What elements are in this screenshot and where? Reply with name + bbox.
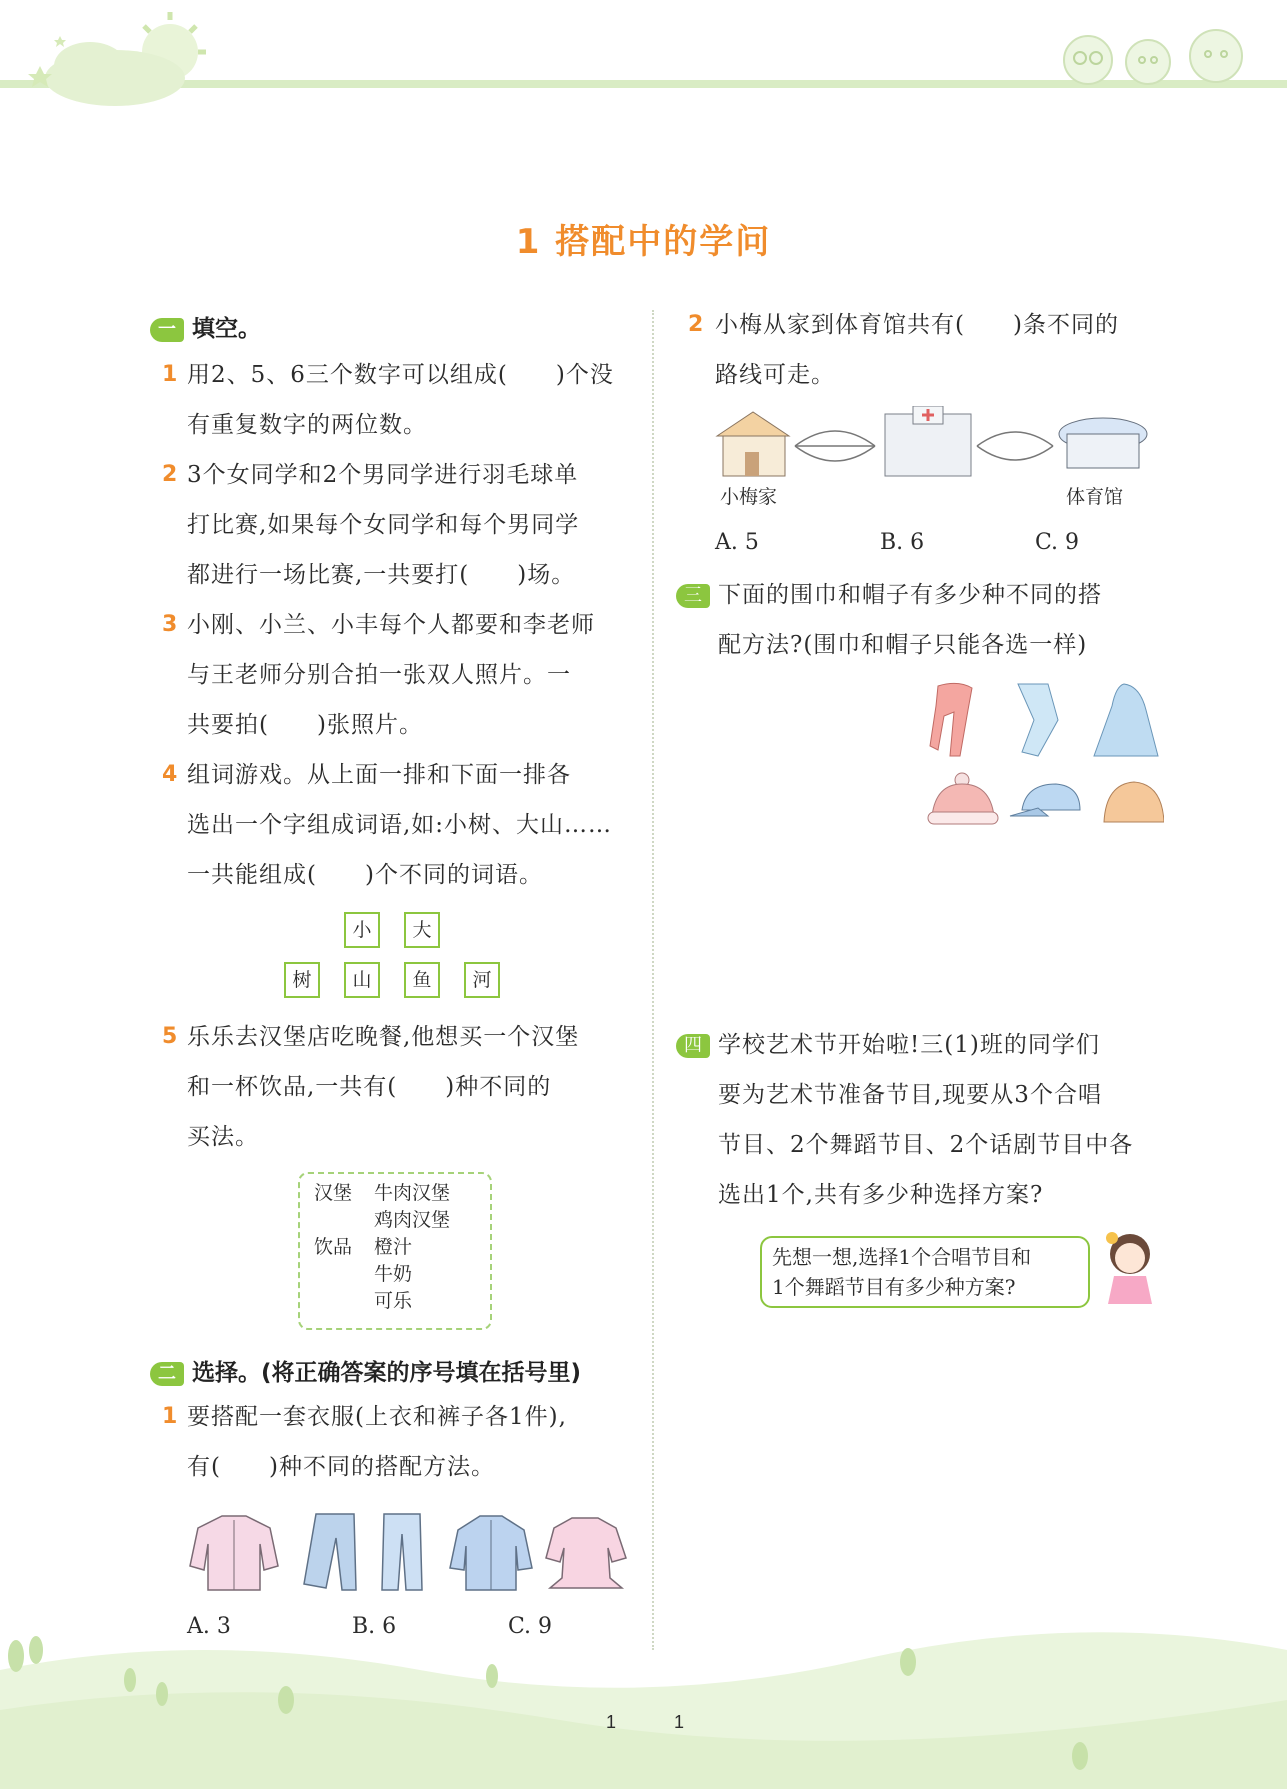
- label-gym: 体育馆: [1066, 486, 1124, 508]
- menu-item: 牛肉汉堡: [374, 1182, 451, 1204]
- pink-jacket-icon: [190, 1516, 278, 1590]
- question-line: 3个女同学和2个男同学进行羽毛球单: [187, 462, 579, 488]
- question-line: 学校艺术节开始啦!三(1)班的同学们: [718, 1032, 1100, 1058]
- question-scarf-hat: [718, 570, 1102, 670]
- question-number: 1: [162, 362, 178, 387]
- question-line: 选出一个字组成词语,如:小树、大山……: [187, 812, 613, 838]
- question-fill-3: [187, 600, 595, 750]
- question-fill-4: [187, 750, 612, 900]
- question-choice-1: [187, 1392, 567, 1492]
- jeans-icon: [304, 1514, 356, 1590]
- question-choice-2: [715, 300, 1119, 400]
- question-line: 一共能组成( )个不同的词语。: [187, 862, 543, 888]
- question-line: 小刚、小兰、小丰每个人都要和李老师: [187, 612, 595, 638]
- hospital-icon: [885, 406, 971, 476]
- section-badge-4: [676, 1034, 710, 1058]
- question-line: 有重复数字的两位数。: [187, 412, 427, 438]
- char-box-bottom: 河: [464, 962, 500, 998]
- house-icon: [717, 412, 789, 476]
- page-number: 1: [674, 1712, 685, 1732]
- option-b: B. 6: [352, 1614, 397, 1639]
- pink-blouse-icon: [546, 1518, 626, 1588]
- question-line: 组词游戏。从上面一排和下面一排各: [187, 762, 571, 788]
- question-line: 要搭配一套衣服(上衣和裤子各1件),: [187, 1404, 567, 1430]
- question-art-festival: [718, 1020, 1133, 1220]
- question-line: 配方法?(围巾和帽子只能各选一样): [718, 632, 1088, 658]
- label-home: 小梅家: [720, 486, 778, 508]
- char-box-bottom: 鱼: [404, 962, 440, 998]
- menu-item: 可乐: [374, 1290, 413, 1312]
- question-line: 都进行一场比赛,一共要打( )场。: [187, 562, 576, 588]
- menu-drink-label: 饮品: [314, 1236, 353, 1258]
- section-choice-heading: [150, 1354, 581, 1387]
- section-badge: 三: [676, 584, 710, 608]
- menu-burger-label: 汉堡: [314, 1182, 353, 1204]
- trousers-icon: [382, 1514, 422, 1590]
- section-badge: 二: [150, 1362, 184, 1386]
- question-number: 5: [162, 1024, 178, 1049]
- char-box-bottom: 树: [284, 962, 320, 998]
- stadium-icon: [1059, 418, 1147, 468]
- question-line: 和一杯饮品,一共有( )种不同的: [187, 1074, 552, 1100]
- question-number: 3: [162, 612, 178, 637]
- knit-hat-icon: [1104, 782, 1164, 822]
- blue-scarf-icon: [1018, 684, 1058, 756]
- menu-item: 牛奶: [374, 1263, 413, 1285]
- question-line: 乐乐去汉堡店吃晚餐,他想买一个汉堡: [187, 1024, 580, 1050]
- column-divider: [652, 310, 654, 1650]
- question-line: 共要拍( )张照片。: [187, 712, 423, 738]
- question-number: 1: [162, 1404, 178, 1429]
- question-line: 要为艺术节准备节目,现要从3个合唱: [718, 1082, 1102, 1108]
- question-line: 有( )种不同的搭配方法。: [187, 1454, 495, 1480]
- route-illustration: [715, 406, 1155, 486]
- char-box-bottom: 山: [344, 962, 380, 998]
- landscape-footer: [0, 1610, 1287, 1789]
- question-line: 用2、5、6三个数字可以组成( )个没: [187, 362, 614, 388]
- question-number: 4: [162, 762, 178, 787]
- question-line: 下面的围巾和帽子有多少种不同的搭: [718, 582, 1102, 608]
- section-badge: 四: [676, 1034, 710, 1058]
- section-heading-text: 选择。(将正确答案的序号填在括号里): [192, 1360, 582, 1386]
- question-line: 打比赛,如果每个女同学和每个男同学: [187, 512, 580, 538]
- clothes-illustration: [186, 1508, 632, 1594]
- page-number: 1: [606, 1712, 617, 1732]
- char-box-top: 小: [344, 912, 380, 948]
- blue-shirt-icon: [450, 1516, 532, 1590]
- question-line: 节目、2个舞蹈节目、2个话剧节目中各: [718, 1132, 1134, 1158]
- hint-line: 1个舞蹈节目有多少种方案?: [772, 1275, 1016, 1299]
- option-a: A. 3: [187, 1614, 231, 1639]
- char-box-top: 大: [404, 912, 440, 948]
- option-c: C. 9: [1035, 530, 1080, 555]
- question-fill-5: [187, 1012, 579, 1162]
- option-a: A. 5: [715, 530, 759, 555]
- girl-icon: [1100, 1226, 1160, 1306]
- cloud-sun-decoration: [20, 6, 210, 116]
- question-line: 小梅从家到体育馆共有( )条不同的: [715, 312, 1119, 338]
- question-line: 选出1个,共有多少种选择方案?: [718, 1182, 1044, 1208]
- menu-item: 橙汁: [374, 1236, 413, 1258]
- red-scarf-icon: [930, 683, 972, 756]
- question-line: 买法。: [187, 1124, 259, 1150]
- page-title: 1 搭配中的学问: [515, 222, 772, 262]
- option-c: C. 9: [508, 1614, 553, 1639]
- animal-faces-decoration: [1056, 20, 1256, 86]
- question-fill-1: [187, 350, 614, 450]
- question-number: 2: [162, 462, 178, 487]
- pink-hat-icon: [928, 773, 998, 824]
- shawl-icon: [1094, 684, 1158, 756]
- hint-line: 先想一想,选择1个合唱节目和: [772, 1245, 1032, 1269]
- section-badge-3: [676, 584, 710, 608]
- cap-icon: [1010, 784, 1080, 816]
- menu-box: [298, 1172, 492, 1330]
- section-heading-text: 填空。: [192, 316, 261, 342]
- question-fill-2: [187, 450, 579, 600]
- hint-bubble: [760, 1236, 1090, 1308]
- menu-item: 鸡肉汉堡: [374, 1209, 451, 1231]
- section-badge: 一: [150, 318, 184, 342]
- scarves-hats-illustration: [924, 680, 1164, 832]
- section-fill-heading: [150, 310, 261, 343]
- option-b: B. 6: [880, 530, 925, 555]
- question-number: 2: [688, 312, 704, 337]
- question-line: 路线可走。: [715, 362, 835, 388]
- question-line: 与王老师分别合拍一张双人照片。一: [187, 662, 571, 688]
